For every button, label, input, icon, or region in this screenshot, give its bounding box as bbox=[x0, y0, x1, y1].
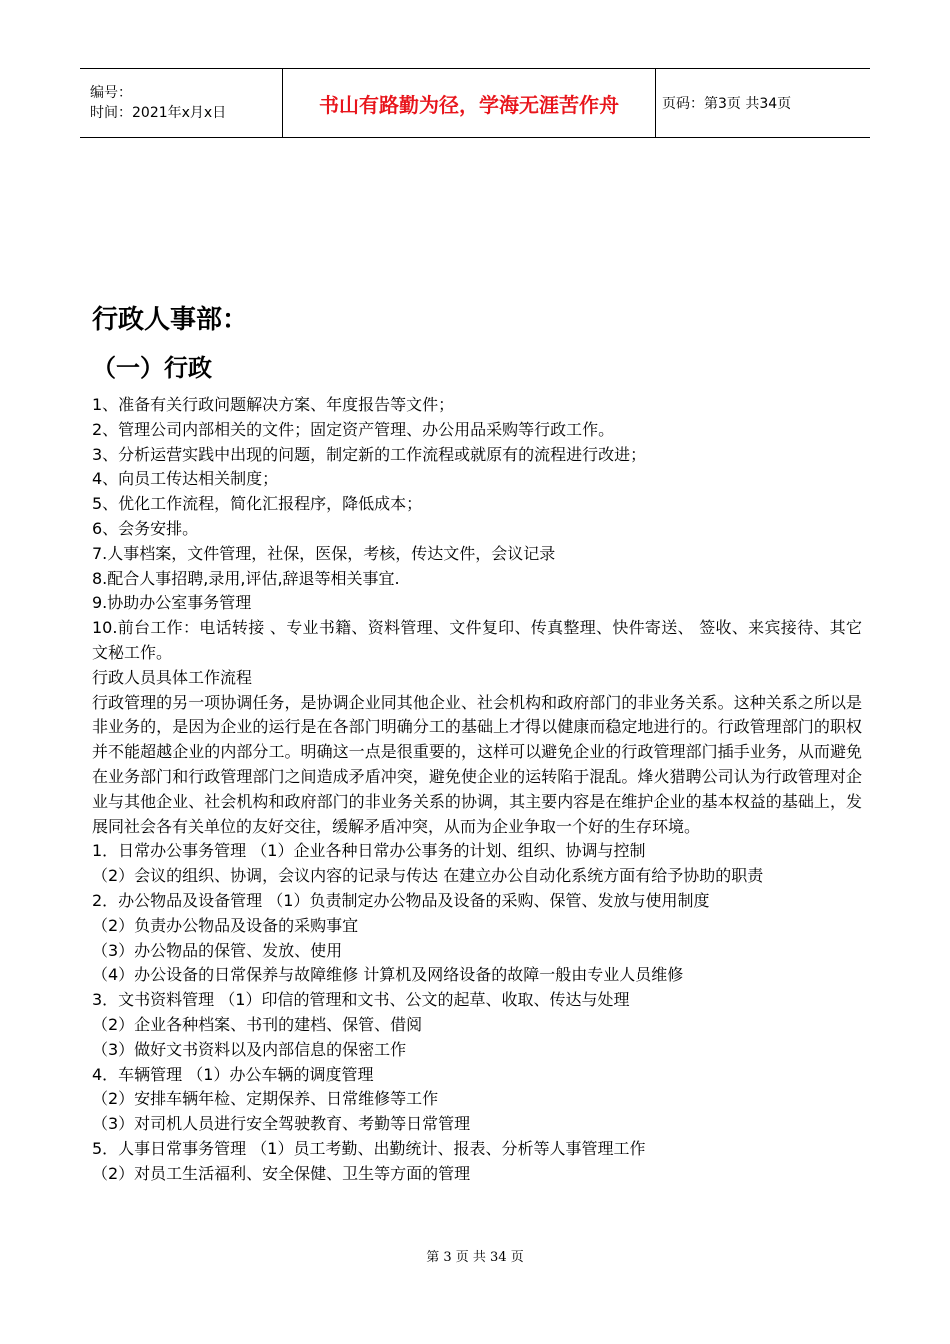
header-motto-cell bbox=[282, 69, 656, 137]
list-item: 1、准备有关行政问题解决方案、年度报告等文件； bbox=[92, 395, 455, 414]
list-item: 4、向员工传达相关制度； bbox=[92, 469, 279, 489]
list-item: 3．文书资料管理 （1）印信的管理和文书、公文的起草、收取、传达与处理 bbox=[92, 990, 630, 1010]
list-item: （2）会议的组织、协调，会议内容的记录与传达 在建立办公自动化系统方面有给予协助的职责 bbox=[92, 866, 764, 886]
list-item: 4．车辆管理 （1）办公车辆的调度管理 bbox=[92, 1064, 374, 1084]
list-item: 8.配合人事招聘,录用,评估,辞退等相关事宜. bbox=[92, 568, 400, 588]
list-item: （2）企业各种档案、书刊的建档、保管、借阅 bbox=[92, 1014, 423, 1034]
list-item: 7.人事档案，文件管理，社保，医保，考核，传达文件，会议记录 bbox=[92, 543, 556, 563]
list-item: （3）对司机人员进行安全驾驶教育、考勤等日常管理 bbox=[92, 1114, 471, 1134]
reception-duties: 10.前台工作：电话转接 、专业书籍、资料管理、文件复印、传真整理、快件寄送、 签收、来宾接待、其它文秘工作。 bbox=[92, 618, 862, 662]
page-title: 行政人事部： bbox=[92, 305, 249, 335]
document-number-label: 编号： bbox=[90, 85, 132, 101]
list-item: （3）办公物品的保管、发放、使用 bbox=[92, 940, 343, 960]
list-item: 9.协助办公室事务管理 bbox=[92, 593, 252, 613]
list-item: （2）负责办公物品及设备的采购事宜 bbox=[92, 915, 359, 935]
list-item: （3）做好文书资料以及内部信息的保密工作 bbox=[92, 1039, 407, 1059]
list-item: 2．办公物品及设备管理 （1）负责制定办公物品及设备的采购、保管、发放与使用制度 bbox=[92, 890, 710, 910]
workflow-title: 行政人员具体工作流程 bbox=[92, 667, 253, 687]
list-item: 1．日常办公事务管理 （1）企业各种日常办公事务的计划、组织、协调与控制 bbox=[92, 841, 646, 861]
page-footer: 第 3 页 共 34 页 bbox=[426, 1250, 524, 1265]
header-motto: 书山有路勤为径，学海无涯苦作舟 bbox=[319, 92, 619, 117]
list-item: 6、会务安排。 bbox=[92, 518, 199, 538]
list-item: （4）办公设备的日常保养与故障维修 计算机及网络设备的故障一般由专业人员维修 bbox=[92, 965, 684, 985]
body-content bbox=[92, 393, 862, 1187]
list-item: 5、优化工作流程，简化汇报程序，降低成本； bbox=[92, 494, 423, 514]
document-date: 时间：2021年x月x日 bbox=[90, 105, 227, 121]
list-item: 5．人事日常事务管理 （1）员工考勤、出勤统计、报表、分析等人事管理工作 bbox=[92, 1138, 646, 1158]
header-left-cell bbox=[80, 69, 282, 137]
list-item: （2）安排车辆年检、定期保养、日常维修等工作 bbox=[92, 1089, 439, 1109]
section-heading: （一）行政 bbox=[92, 354, 212, 382]
list-item: （2）对员工生活福利、安全保健、卫生等方面的管理 bbox=[92, 1163, 471, 1183]
body-paragraph: 行政管理的另一项协调任务，是协调企业同其他企业、社会机构和政府部门的非业务关系。这种关系之所以是非业务的，是因为企业的运行是在各部门明确分工的基础上才得以健康而稳定地进行的。行政管理部门的职权并不能超越企业的内部分工。明确这一点是很重要的，这样可以避免企业的行政管理部门插手业务，从而避免在业务部门和行政管理部门之间造成矛盾冲突，避免使企业的运转陷于混乱。烽火猎聘公司认为行政管理对企业与其他企业、社会机构和政府部门的非业务关系的协调，其主要内容是在维护企业的基本权益的基础上，发展同社会各有关单位的友好交往，缓解矛盾冲突，从而为企业争取一个好的生存环境。 bbox=[92, 692, 862, 836]
header-table bbox=[80, 68, 870, 138]
header-page-info: 页码：第3页 共34页 bbox=[662, 96, 792, 112]
list-item: 2、管理公司内部相关的文件；固定资产管理、办公用品采购等行政工作。 bbox=[92, 419, 615, 439]
header-page-cell bbox=[656, 69, 870, 137]
list-item: 3、分析运营实践中出现的问题，制定新的工作流程或就原有的流程进行改进； bbox=[92, 444, 647, 464]
